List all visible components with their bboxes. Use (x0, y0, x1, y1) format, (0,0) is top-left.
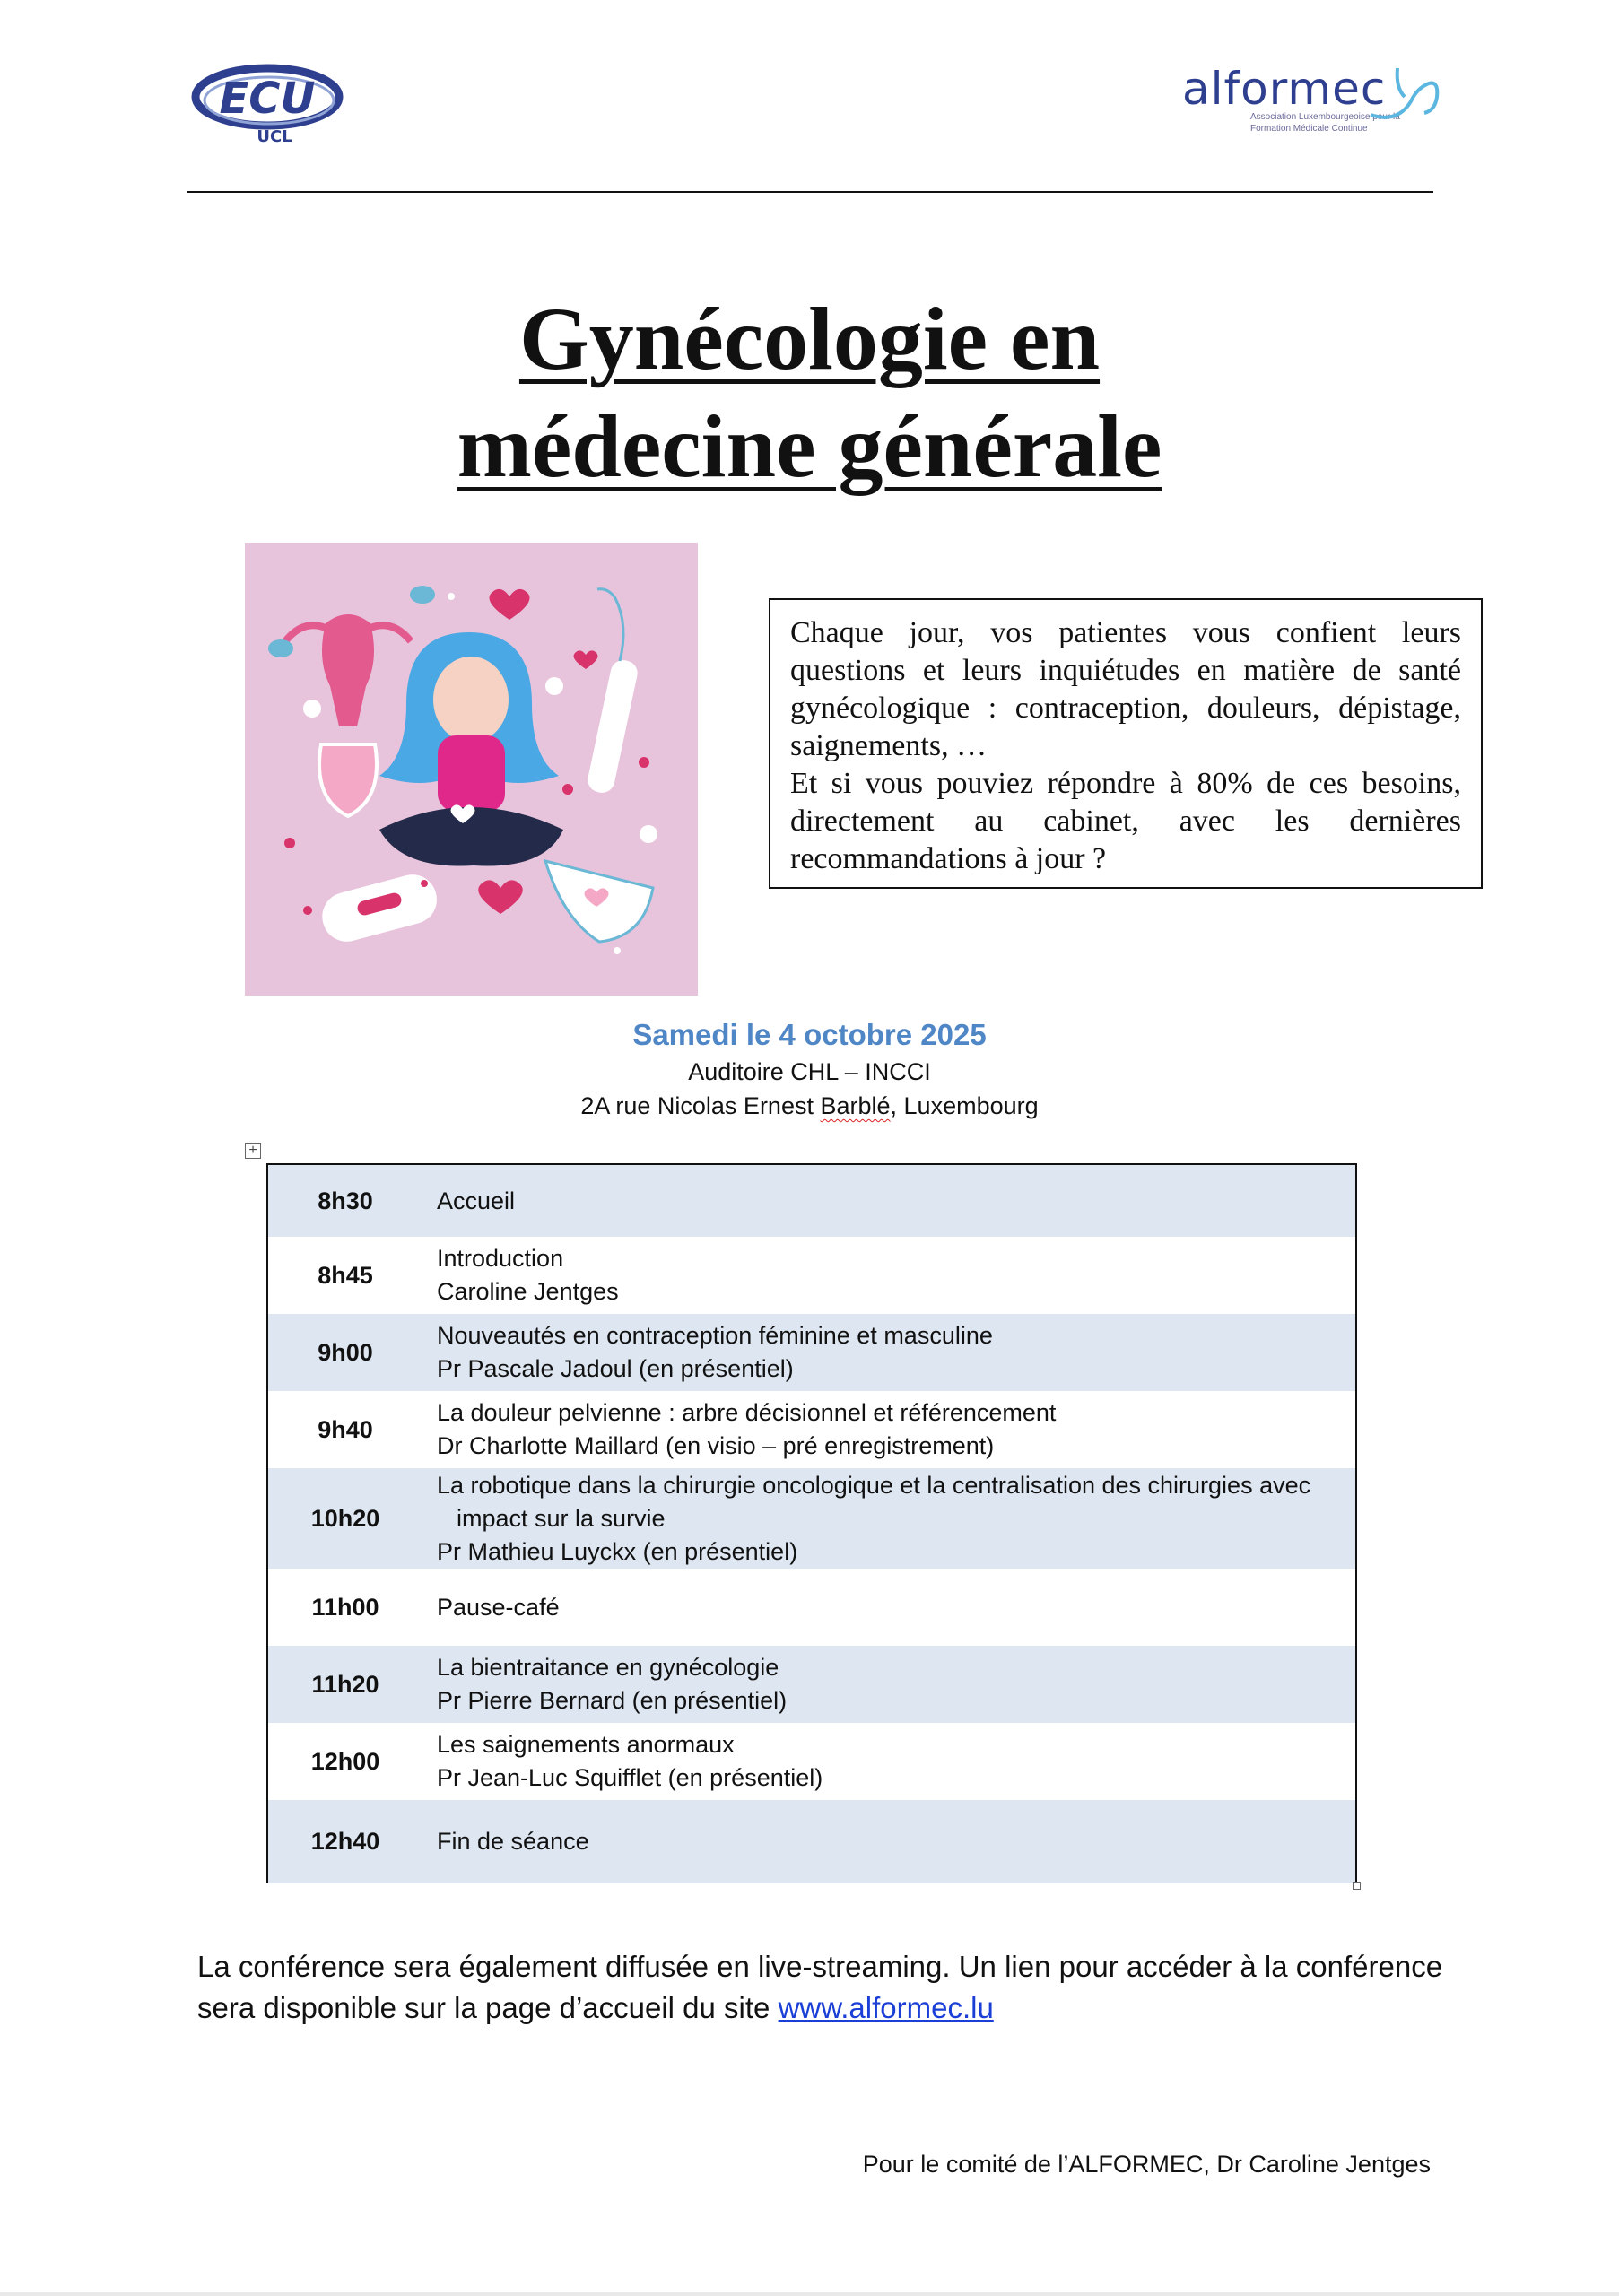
ecu-logo-text: ECU (219, 74, 316, 124)
alformec-logo-tagline: Association Luxembourgeoise pour la Formation Médicale Continue (1250, 112, 1400, 134)
heart-icon (478, 880, 523, 914)
table-resize-handle[interactable] (1353, 1882, 1361, 1890)
row-description: Pause-café (437, 1593, 560, 1621)
intro-paragraph-2: Et si vous pouviez répondre à 80% de ces besoins, directement au cabinet, avec les dernières recommandations à jour ? (790, 767, 1461, 875)
row-description: Les saignements anormaux Pr Jean-Luc Squifflet (en présentiel) (437, 1731, 823, 1791)
livestream-note (197, 1946, 1471, 2029)
gynecology-illustration (245, 543, 698, 996)
ecu-ucl-logo (188, 52, 350, 151)
table-row (268, 1723, 1355, 1800)
row-time: 8h30 (318, 1187, 373, 1214)
woman-figure (379, 632, 563, 866)
stethoscope-icon (1362, 61, 1442, 128)
event-address (0, 1092, 1619, 1120)
page-title (0, 285, 1619, 500)
table-row (268, 1165, 1355, 1237)
ucl-logo-text: UCL (257, 127, 292, 146)
header-divider (187, 191, 1433, 193)
tampon-icon (586, 589, 640, 796)
address-part: , Luxembourg (890, 1092, 1039, 1119)
row-description: La robotique dans la chirurgie oncologique et la centralisation des chirurgies avec impact sur la survie Pr Mathieu Luyckx (en présentiel) (437, 1471, 1311, 1565)
row-time: 12h00 (310, 1747, 380, 1775)
table-row (268, 1646, 1355, 1723)
row-time: 8h45 (318, 1261, 373, 1289)
signature-line: Pour le comité de l’ALFORMEC, Dr Caroline Jentges (862, 2151, 1431, 2178)
table-row (268, 1314, 1355, 1391)
alformec-logo-text: alformec (1182, 63, 1387, 115)
row-description: Introduction Caroline Jentges (437, 1245, 619, 1305)
menstrual-cup-icon (319, 744, 377, 816)
table-move-handle[interactable]: + (245, 1143, 261, 1159)
heart-icon (490, 589, 530, 620)
intro-paragraph-1: Chaque jour, vos patientes vous confient leurs questions et leurs inquiétudes en matière de santé gynécologique : contraception, douleurs, dépistage, saignements, … (790, 616, 1461, 762)
row-time: 12h40 (310, 1828, 380, 1855)
table-row (268, 1237, 1355, 1314)
table-row (268, 1800, 1355, 1883)
table-row (268, 1468, 1355, 1569)
address-flagged-word: Barblé (820, 1092, 891, 1119)
alformec-website-link[interactable]: www.alformec.lu (778, 1991, 994, 2024)
table-row (268, 1391, 1355, 1468)
row-time: 11h00 (311, 1593, 379, 1621)
table-row (268, 1569, 1355, 1646)
heart-icon (574, 650, 598, 669)
row-time: 9h40 (318, 1415, 373, 1443)
title-line-2: médecine générale (457, 396, 1162, 496)
alformec-logo (1182, 61, 1442, 142)
row-time: 11h20 (311, 1670, 379, 1698)
title-line-1: Gynécologie en (518, 289, 1101, 388)
row-description: Nouveautés en contraception féminine et masculine Pr Pascale Jadoul (en présentiel) (437, 1322, 993, 1382)
row-description: La douleur pelvienne : arbre décisionnel et référencement Dr Charlotte Maillard (en visio – pré enregistrement) (437, 1399, 1057, 1459)
event-venue: Auditoire CHL – INCCI (688, 1058, 931, 1085)
row-description: Accueil (437, 1187, 516, 1214)
event-date: Samedi le 4 octobre 2025 (632, 1018, 987, 1051)
row-description: La bientraitance en gynécologie Pr Pierre Bernard (en présentiel) (437, 1654, 788, 1714)
row-description: Fin de séance (437, 1828, 589, 1855)
address-part: 2A rue Nicolas Ernest (580, 1092, 821, 1119)
agenda-table (266, 1163, 1357, 1883)
livestream-text: La conférence sera également diffusée en live-streaming. Un lien pour accéder à la conférence sera disponible sur la page d’accueil du site (197, 1950, 1443, 2024)
row-time: 9h00 (318, 1338, 373, 1366)
page-bottom-edge (0, 2292, 1619, 2296)
row-time: 10h20 (310, 1504, 380, 1532)
intro-text-box (769, 598, 1483, 889)
underwear-icon (545, 861, 653, 942)
